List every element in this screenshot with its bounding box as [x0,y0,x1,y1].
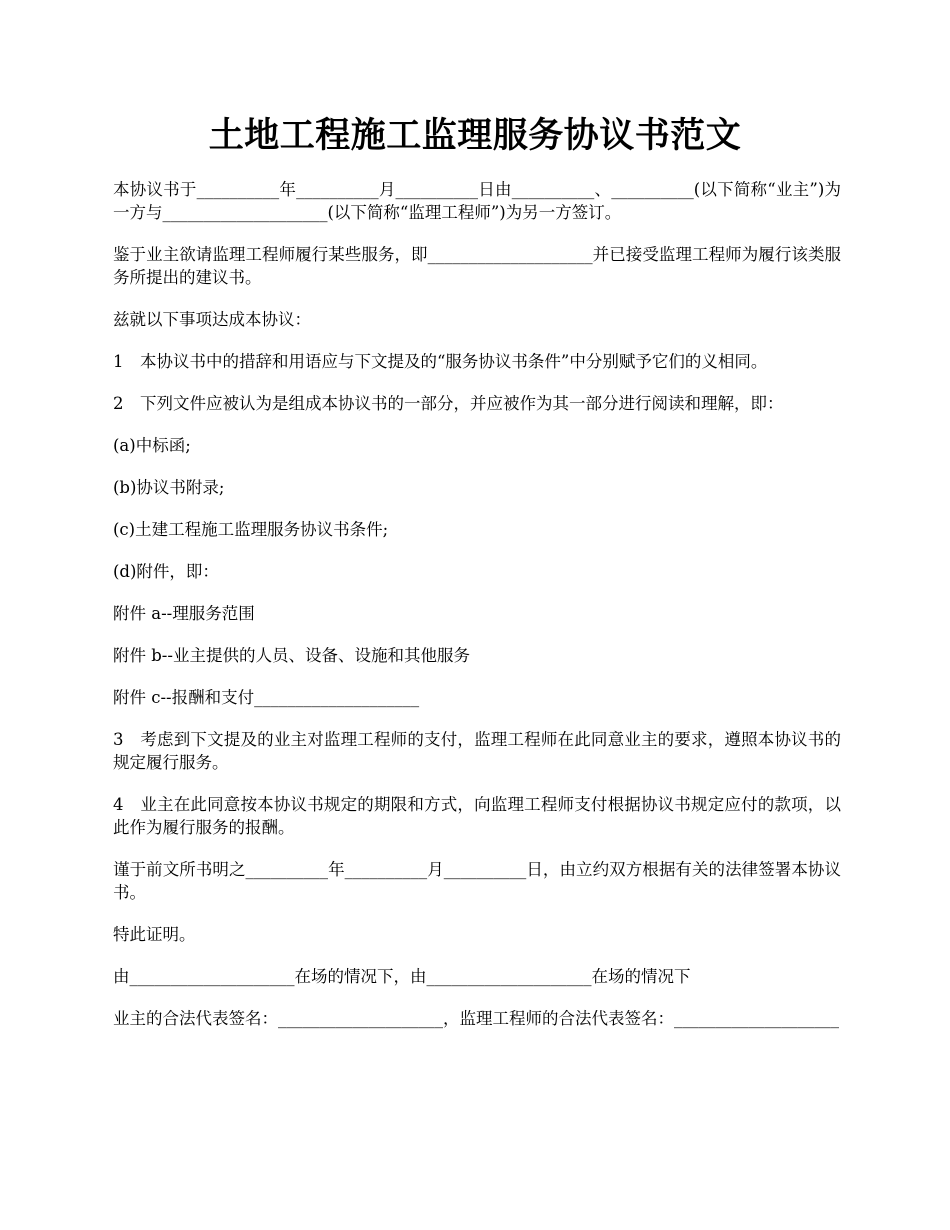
paragraph-clause-1: 1 本协议书中的措辞和用语应与下文提及的“服务协议书条件”中分别赋予它们的义相同。 [113,352,768,371]
list-item-a: (a)中标函; [113,436,191,455]
paragraph-signatures: 业主的合法代表签名：____________________，监理工程师的合法代表签名：____________________ [113,1009,839,1028]
paragraph-clause-3: 3 考虑到下文提及的业主对监理工程师的支付，监理工程师在此同意业主的要求，遵照本协议书的规定履行服务。 [113,730,841,772]
paragraph-clause-2: 2 下列文件应被认为是组成本协议书的一部分，并应被作为其一部分进行阅读和理解，即： [113,394,784,413]
appendix-c: 附件 c--报酬和支付____________________ [113,688,420,707]
list-item-c: (c)土建工程施工监理服务协议书条件; [113,520,389,539]
document-title: 土地工程施工监理服务协议书范文 [208,115,742,156]
paragraph-signing-date: 谨于前文所书明之__________年__________月__________日，由立约双方根据有关的法律签署本协议书。 [113,860,841,902]
paragraph-agreement-lead: 兹就以下事项达成本协议： [113,310,311,329]
list-item-b: (b)协议书附录; [113,478,225,497]
appendix-a: 附件 a--理服务范围 [113,604,255,623]
paragraph-whereas: 鉴于业主欲请监理工程师履行某些服务，即____________________并已接受监理工程师为履行该类服务所提出的建议书。 [113,245,841,287]
paragraph-intro: 本协议书于__________年__________月__________日由__________、__________(以下简称“业主”)为一方与____________________(以下简称“监理工程师”)为另一方签订。 [113,180,841,222]
appendix-b: 附件 b--业主提供的人员、设备、设施和其他服务 [113,646,470,665]
document-body [113,178,841,1049]
paragraph-clause-4: 4 业主在此同意按本协议书规定的期限和方式，向监理工程师支付根据协议书规定应付的款项，以此作为履行服务的报酬。 [113,795,841,837]
paragraph-witnesses: 由____________________在场的情况下，由____________________在场的情况下 [113,967,691,986]
paragraph-certification: 特此证明。 [113,925,196,944]
list-item-d: (d)附件，即： [113,562,219,581]
